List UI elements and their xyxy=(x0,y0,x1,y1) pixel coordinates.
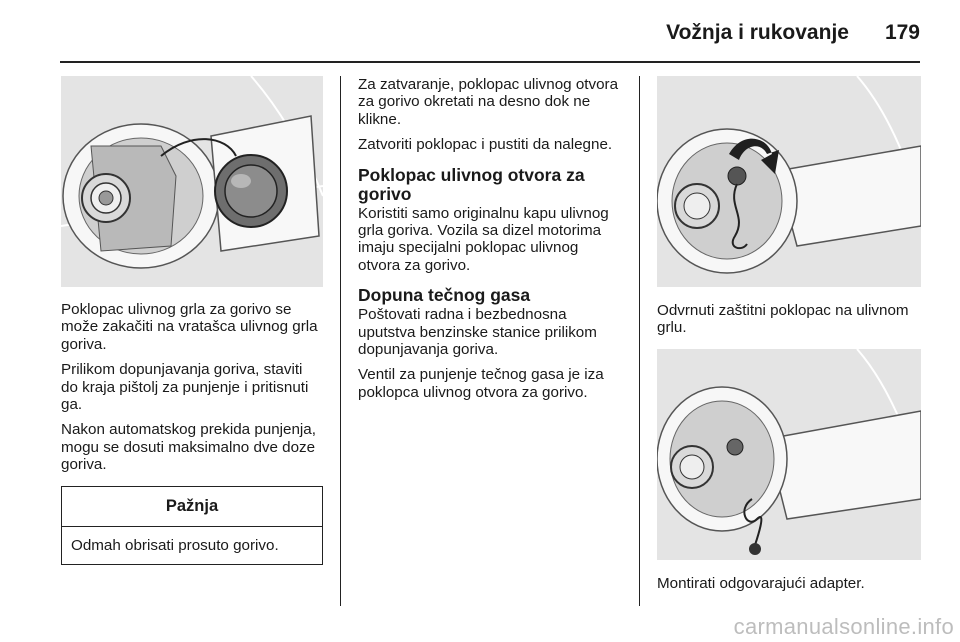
page-header xyxy=(666,18,920,48)
caption-adapter: Montirati odgovarajući adapter. xyxy=(657,574,865,592)
fuel-cap-hanging-drawing xyxy=(61,76,323,287)
fuel-cap-hanging-illustration xyxy=(61,76,323,287)
adapter-drawing xyxy=(657,349,921,560)
paragraph: Za zatvaranje, poklopac ulivnog otvora za gorivo okretati na desno dok ne klikne. xyxy=(358,76,619,128)
page-number: 179 xyxy=(884,21,920,44)
section-heading-fuel-cap: Poklopac ulivnog otvora za gorivo xyxy=(358,164,585,204)
column-3 xyxy=(657,76,921,600)
column-divider-2 xyxy=(639,76,640,606)
paragraph: Poklopac ulivnog grla za gorivo se može zakačiti na vratašca ulivnog grla goriva. xyxy=(61,301,318,353)
section-heading-lpg: Dopuna tečnog gasa xyxy=(358,285,531,306)
header-title: Vožnja i rukovanje xyxy=(666,21,849,44)
notice-body: Odmah obrisati prosuto gorivo. xyxy=(71,536,279,554)
unscrew-cap-illustration xyxy=(657,76,921,287)
paragraph: Poštovati radna i bezbednosna uputstva benzinske stanice prilikom dopunjavanja goriva. xyxy=(358,306,597,359)
watermark: carmanualsonline.info xyxy=(733,614,954,639)
notice-title: Pažnja xyxy=(62,487,322,527)
caption-unscrew: Odvrnuti zaštitni poklopac na ulivnom grlu. xyxy=(657,302,909,337)
paragraph: Prilikom dopunjavanja goriva, staviti do kraja pištolj za punjenje i pritisnuti ga. xyxy=(61,361,309,414)
column-divider-1 xyxy=(340,76,341,606)
paragraph: Koristiti samo originalnu kapu ulivnog grla goriva. Vozila sa dizel motorima imaju specijalni poklopac ulivnog otvora za gorivo. xyxy=(358,204,609,274)
paragraph: Nakon automatskog prekida punjenja, mogu se dosuti maksimalno dve doze goriva. xyxy=(61,421,316,474)
column-1 xyxy=(61,76,323,565)
unscrew-cap-drawing xyxy=(657,76,921,287)
header-rule xyxy=(60,61,920,63)
paragraph: Ventil za punjenje tečnog gasa je iza poklopca ulivnog otvora za gorivo. xyxy=(358,366,604,401)
column-2 xyxy=(358,76,623,409)
caution-notice xyxy=(61,486,323,565)
adapter-illustration xyxy=(657,349,921,560)
paragraph: Zatvoriti poklopac i pustiti da nalegne. xyxy=(358,136,613,154)
